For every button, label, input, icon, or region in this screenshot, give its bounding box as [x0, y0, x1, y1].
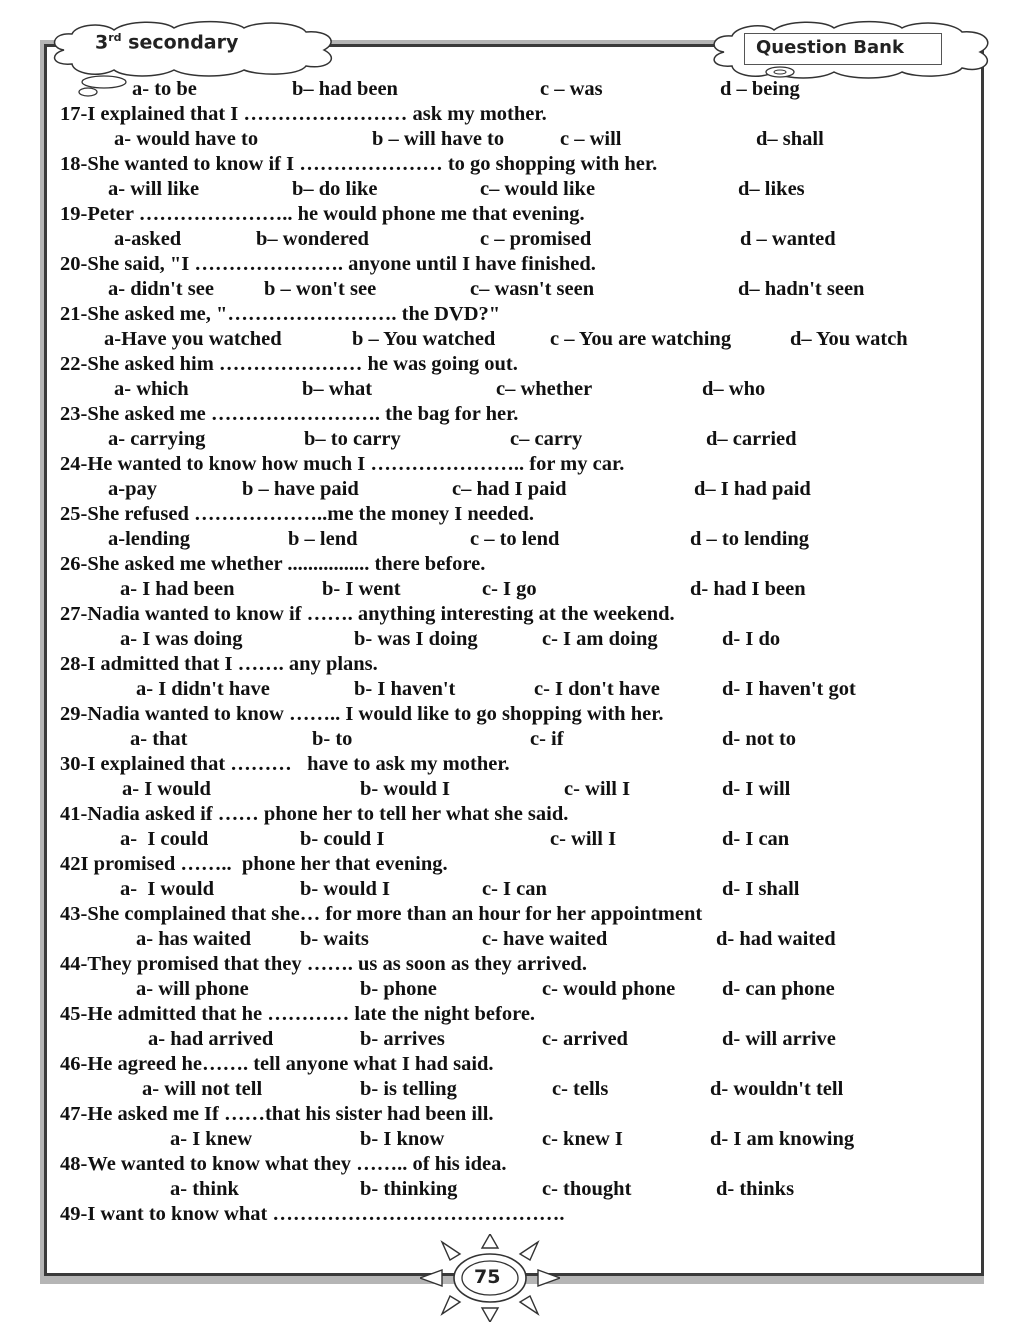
option-a: a- I would [120, 878, 214, 900]
option-c: c- I don't have [534, 678, 660, 700]
options-row [60, 677, 960, 702]
option-c: c- if [530, 728, 564, 750]
question-text: 45-He admitted that he ………… late the night before. [60, 1003, 536, 1025]
question-text: 46-He agreed he……. tell anyone what I had said. [60, 1053, 494, 1075]
option-c: c- tells [552, 1078, 609, 1100]
option-a: a-pay [108, 478, 157, 500]
option-a: a- I could [120, 828, 209, 850]
question-text: 17-I explained that I …………………… ask my mother. [60, 103, 547, 125]
question-text: 49-I want to know what ……………………………………. [60, 1203, 565, 1225]
option-c: c- will I [550, 828, 617, 850]
options-row [60, 177, 960, 202]
option-b: b– do like [292, 178, 378, 200]
question-text: 47-He asked me If ……that his sister had been ill. [60, 1103, 494, 1125]
option-c: c – to lend [470, 528, 560, 550]
option-c: c– had I paid [452, 478, 567, 500]
option-d: d– carried [706, 428, 797, 450]
option-c: c- would phone [542, 978, 676, 1000]
option-b: b – will have to [372, 128, 505, 150]
option-d: d- I haven't got [722, 678, 856, 700]
option-b: b- could I [300, 828, 385, 850]
option-c: c- arrived [542, 1028, 628, 1050]
option-d: d – wanted [740, 228, 836, 250]
question-text: 29-Nadia wanted to know …….. I would like to go shopping with her. [60, 703, 664, 725]
options-row [60, 527, 960, 552]
question-text: 44-They promised that they ……. us as soon as they arrived. [60, 953, 587, 975]
options-row [60, 77, 960, 102]
option-a: a- carrying [108, 428, 206, 450]
options-row [60, 927, 960, 952]
question-text: 23-She asked me ……………………. the bag for her. [60, 403, 519, 425]
option-c: c- I go [482, 578, 537, 600]
option-d: d– I had paid [694, 478, 811, 500]
option-b: b- waits [300, 928, 369, 950]
options-row [60, 327, 960, 352]
option-a: a-asked [114, 228, 182, 250]
option-a: a- think [170, 1178, 239, 1200]
option-a: a- I didn't have [136, 678, 270, 700]
option-a: a- would have to [114, 128, 259, 150]
option-b: b – won't see [264, 278, 377, 300]
option-c: c– would like [480, 178, 596, 200]
option-a: a- will phone [136, 978, 249, 1000]
question-text: 19-Peter ………………….. he would phone me that evening. [60, 203, 585, 225]
question-list [60, 77, 960, 1227]
option-a: a- to be [132, 78, 197, 100]
question-text: 27-Nadia wanted to know if ……. anything interesting at the weekend. [60, 603, 675, 625]
grade-number: 3 [95, 31, 109, 54]
question-text: 22-She asked him ………………… he was going out. [60, 353, 518, 375]
option-c: c – will [560, 128, 622, 150]
option-b: b – You watched [352, 328, 496, 350]
option-a: a- I knew [170, 1128, 253, 1150]
options-row [60, 577, 960, 602]
question-text: 21-She asked me, "……………………. the DVD?" [60, 303, 501, 325]
options-row [60, 427, 960, 452]
option-b: b- would I [360, 778, 451, 800]
question-text: 26-She asked me whether ................ there before. [60, 553, 486, 575]
grade-label [95, 31, 238, 53]
option-b: b- to [312, 728, 353, 750]
options-row [60, 127, 960, 152]
option-d: d- I shall [722, 878, 800, 900]
option-a: a- had arrived [148, 1028, 274, 1050]
option-a: a-lending [108, 528, 191, 550]
option-b: b- I haven't [354, 678, 456, 700]
option-b: b- I went [322, 578, 401, 600]
option-a: a- I would [122, 778, 211, 800]
option-d: d- wouldn't tell [710, 1078, 844, 1100]
options-row [60, 277, 960, 302]
options-row [60, 1027, 960, 1052]
option-c: c – was [540, 78, 603, 100]
option-d: d- will arrive [722, 1028, 836, 1050]
option-b: b- thinking [360, 1178, 458, 1200]
option-c: c- I can [482, 878, 547, 900]
option-a: a- I was doing [120, 628, 243, 650]
option-c: c- I am doing [542, 628, 658, 650]
option-b: b– had been [292, 78, 398, 100]
option-b: b– what [302, 378, 373, 400]
option-b: b- arrives [360, 1028, 445, 1050]
option-d: d- had I been [690, 578, 806, 600]
option-d: d- I am knowing [710, 1128, 855, 1150]
question-text: 41-Nadia asked if …… phone her to tell her what she said. [60, 803, 569, 825]
option-d: d – being [720, 78, 800, 100]
option-b: b- is telling [360, 1078, 457, 1100]
option-d: d- not to [722, 728, 797, 750]
option-c: c- have waited [482, 928, 608, 950]
option-a: a- which [114, 378, 189, 400]
option-a: a- has waited [136, 928, 252, 950]
option-c: c– carry [510, 428, 583, 450]
option-b: b– to carry [304, 428, 401, 450]
options-row [60, 627, 960, 652]
options-row [60, 977, 960, 1002]
option-c: c- will I [564, 778, 631, 800]
options-row [60, 1077, 960, 1102]
option-c: c- knew I [542, 1128, 623, 1150]
option-c: c – promised [480, 228, 592, 250]
option-d: d- I do [722, 628, 781, 650]
option-d: d- can phone [722, 978, 835, 1000]
option-d: d– hadn't seen [738, 278, 865, 300]
option-a: a-Have you watched [104, 328, 282, 350]
option-d: d- I will [722, 778, 791, 800]
question-text: 30-I explained that ……… have to ask my mother. [60, 753, 510, 775]
options-row [60, 827, 960, 852]
options-row [60, 227, 960, 252]
options-row [60, 1177, 960, 1202]
question-text: 43-She complained that she… for more than an hour for her appointment [60, 903, 703, 925]
option-b: b- I know [360, 1128, 445, 1150]
option-c: c– whether [496, 378, 593, 400]
option-c: c- thought [542, 1178, 632, 1200]
question-text: 24-He wanted to know how much I ………………….. for my car. [60, 453, 625, 475]
option-d: d- I can [722, 828, 790, 850]
options-row [60, 727, 960, 752]
option-a: a- will not tell [142, 1078, 263, 1100]
option-d: d– who [702, 378, 766, 400]
grade-text: secondary [121, 31, 239, 54]
option-b: b- would I [300, 878, 391, 900]
option-a: a- didn't see [108, 278, 214, 300]
option-d: d– You watch [790, 328, 908, 350]
option-c: c– wasn't seen [470, 278, 595, 300]
option-d: d– shall [756, 128, 824, 150]
option-c: c – You are watching [550, 328, 732, 350]
option-a: a- I had been [120, 578, 235, 600]
options-row [60, 877, 960, 902]
option-d: d- had waited [716, 928, 836, 950]
option-a: a- that [130, 728, 188, 750]
option-d: d– likes [738, 178, 805, 200]
option-d: d – to lending [690, 528, 810, 550]
question-text: 18-She wanted to know if I ………………… to go shopping with her. [60, 153, 658, 175]
option-a: a- will like [108, 178, 200, 200]
question-text: 42I promised …….. phone her that evening. [60, 853, 448, 875]
option-b: b- was I doing [354, 628, 478, 650]
option-d: d- thinks [716, 1178, 795, 1200]
question-text: 25-She refused ………………..me the money I needed. [60, 503, 534, 525]
question-text: 20-She said, "I …………………. anyone until I have finished. [60, 253, 596, 275]
section-label: Question Bank [756, 37, 904, 58]
options-row [60, 377, 960, 402]
question-text: 48-We wanted to know what they …….. of his idea. [60, 1153, 507, 1175]
options-row [60, 1127, 960, 1152]
grade-suffix: rd [108, 31, 122, 44]
options-row [60, 477, 960, 502]
options-row [60, 777, 960, 802]
option-b: b- phone [360, 978, 437, 1000]
option-b: b – lend [288, 528, 358, 550]
option-b: b– wondered [256, 228, 369, 250]
option-b: b – have paid [242, 478, 359, 500]
question-text: 28-I admitted that I ……. any plans. [60, 653, 378, 675]
page-number: 75 [474, 1266, 501, 1288]
